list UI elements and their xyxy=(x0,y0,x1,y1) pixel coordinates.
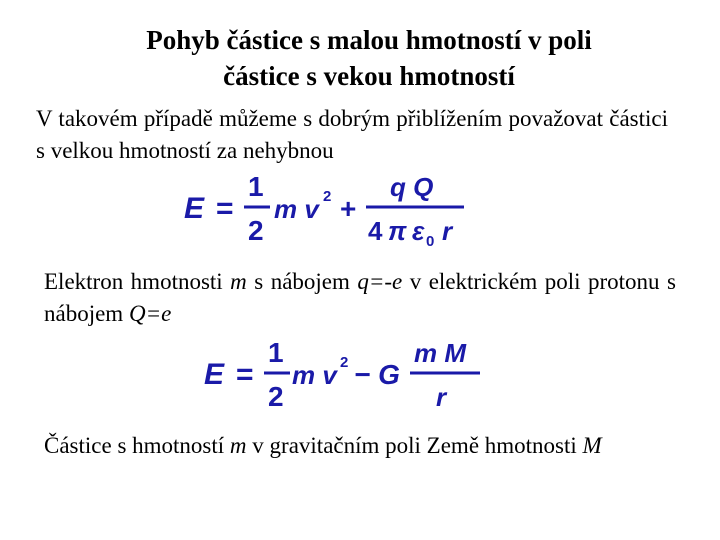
eq2-exp: 2 xyxy=(340,354,349,371)
eq1-frac2-num: q Q xyxy=(390,172,434,202)
equation-electrostatic xyxy=(180,168,480,255)
equation-gravitational xyxy=(200,334,490,421)
eq2-frac2-num: m M xyxy=(414,338,466,368)
p3-mass-m: m xyxy=(229,433,247,458)
slide-title xyxy=(0,22,720,94)
eq1-frac2-den-pi: π xyxy=(388,216,407,246)
eq1-term: m v xyxy=(274,194,319,224)
title-line-2: částice s vekou hmotností xyxy=(223,61,515,91)
p3-mass-M: M xyxy=(582,433,602,458)
title-line-1: Pohyb částice s malou hmotností v poli xyxy=(146,25,592,55)
eq2-frac1-num: 1 xyxy=(268,337,284,368)
paragraph-3 xyxy=(44,430,676,462)
eq1-op: + xyxy=(340,193,357,224)
eq2-lhs: E xyxy=(204,358,225,391)
eq1-frac2-den-epsilon: ε xyxy=(412,216,425,246)
p2-charge-Q: Q=e xyxy=(128,301,172,326)
eq2-op: − G xyxy=(354,359,400,390)
eq1-equals: = xyxy=(216,192,234,225)
eq2-equals: = xyxy=(236,358,254,391)
eq1-frac2-den-r: r xyxy=(442,216,453,246)
eq1-frac1-num: 1 xyxy=(248,171,264,202)
eq2-term: m v xyxy=(292,360,337,390)
eq2-frac2-den: r xyxy=(436,382,447,412)
p2-text-b: s nábojem xyxy=(246,269,358,294)
eq1-exp: 2 xyxy=(323,188,332,205)
eq2-frac1-den: 2 xyxy=(268,381,284,412)
paragraph-2 xyxy=(44,266,676,330)
p2-mass-symbol: m xyxy=(230,269,247,294)
eq1-frac2-den-4: 4 xyxy=(368,216,383,246)
p3-text-b: v gravitačním poli Země hmotnosti xyxy=(246,433,583,458)
p2-charge-q: q=-e xyxy=(357,269,403,294)
p3-text-a: Částice s hmotností xyxy=(44,433,230,458)
eq1-frac2-den-sub: 0 xyxy=(426,233,435,250)
eq1-lhs: E xyxy=(184,192,205,225)
eq1-frac1-den: 2 xyxy=(248,215,264,246)
paragraph-1: V takovém případě můžeme s dobrým přiblížením považovat částici s velkou hmotností za nehybnou xyxy=(36,106,668,163)
p2-text-c: v elektrickém poli protonu s nábojem xyxy=(44,269,676,326)
p2-text-a: Elektron hmotnosti xyxy=(44,269,231,294)
